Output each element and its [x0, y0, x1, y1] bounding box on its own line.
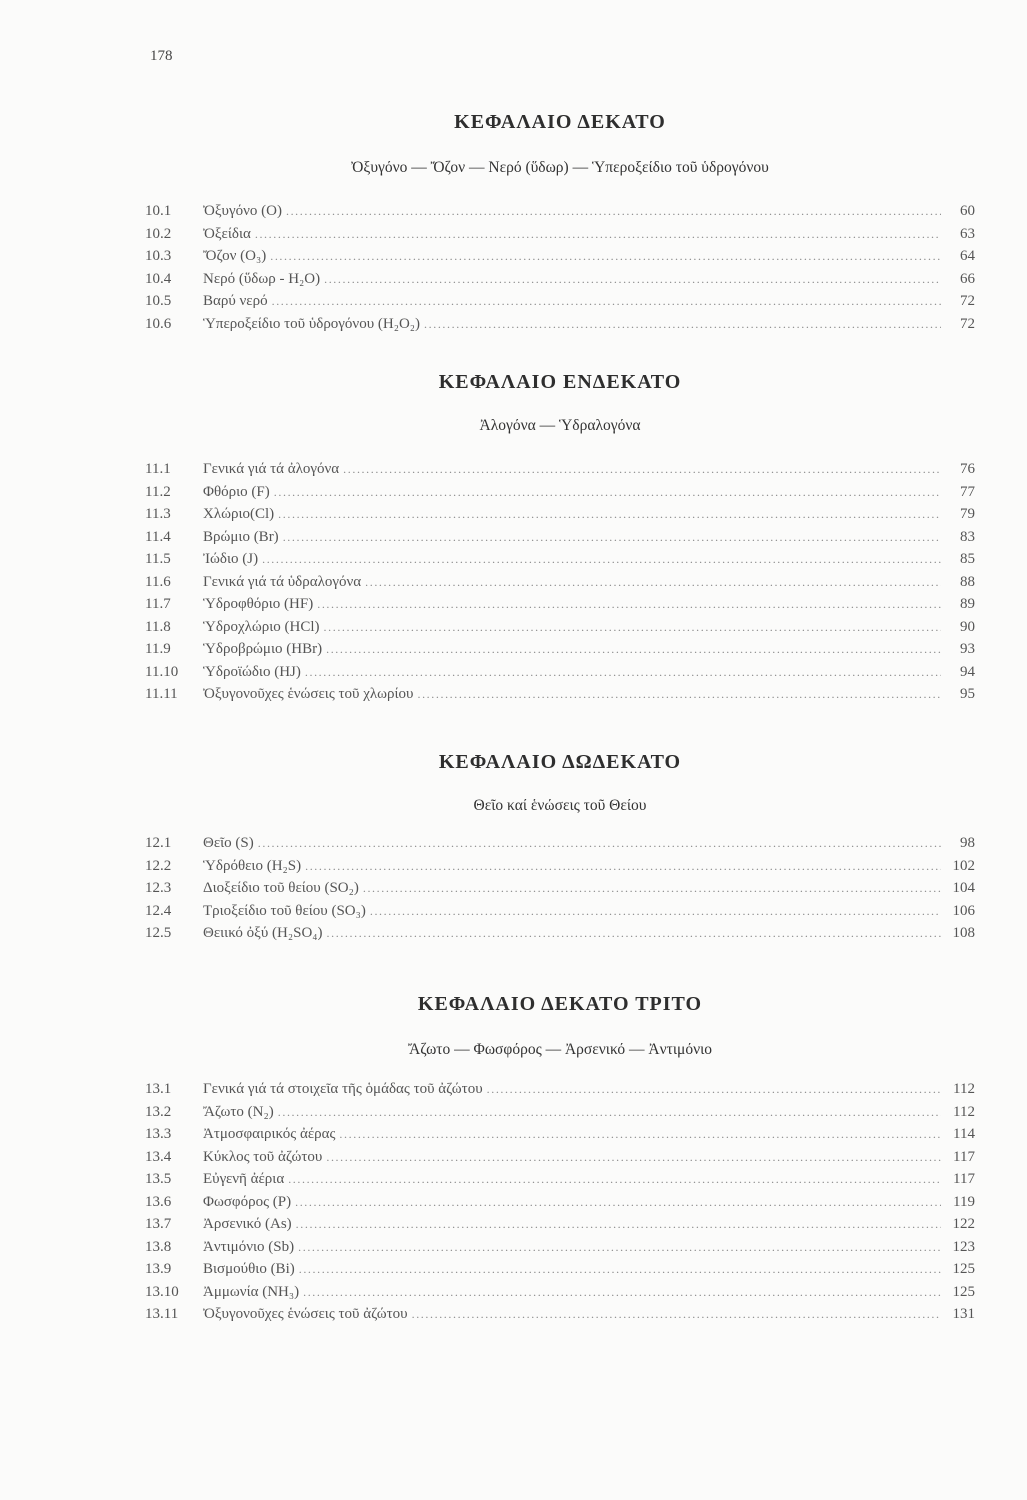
- toc-entry-number: 13.9: [145, 1261, 172, 1277]
- toc-entry-page: 79: [960, 506, 975, 522]
- toc-entry-page: 72: [960, 315, 975, 332]
- dot-leader: [412, 1303, 941, 1326]
- dot-leader: [278, 1101, 941, 1124]
- toc-entry[interactable]: [145, 1191, 975, 1214]
- toc-entry[interactable]: [145, 1146, 975, 1169]
- toc-entry-title: Ἀντιμόνιο (Sb): [203, 1238, 295, 1255]
- toc-entry-page: 108: [952, 925, 975, 941]
- toc-entry[interactable]: [145, 855, 975, 878]
- toc-entry-page: 117: [953, 1148, 975, 1165]
- toc-entry[interactable]: [145, 200, 975, 223]
- toc-entry-page: 125: [952, 1283, 975, 1300]
- toc-entry-number: 13.8: [145, 1238, 172, 1255]
- toc-entry[interactable]: [145, 245, 975, 268]
- toc-entry[interactable]: [145, 571, 975, 594]
- toc-entry-number: 12.3: [145, 880, 172, 896]
- chapter-title: ΚΕΦΑΛΑΙΟ ΔΩΔΕΚΑΤΟ: [438, 751, 682, 773]
- toc-entry-page: 93: [960, 641, 975, 657]
- chapter-subtitle: Ἀλογόνα — Ὑδραλογόνα: [479, 417, 641, 434]
- toc-entry-title: Ὑπεροξείδιο τοῦ ὑδρογόνου (Η₂Ο₂): [203, 315, 421, 332]
- toc-entry-title: Γενικά γιά τά στοιχεῖα τῆς ὁμάδας τοῦ ἀζώτου: [203, 1081, 483, 1097]
- dot-leader: [339, 1123, 941, 1146]
- toc-entry-number: 13.5: [145, 1171, 172, 1187]
- dot-leader: [283, 526, 941, 549]
- toc-entry-page: 114: [953, 1126, 975, 1142]
- toc-entry[interactable]: [145, 503, 975, 526]
- chapter-title: ΚΕΦΑΛΑΙΟ ΔΕΚΑΤΟ: [454, 111, 666, 133]
- toc-list: [145, 1078, 975, 1326]
- toc-entry[interactable]: [145, 1281, 975, 1304]
- toc-entry-title: Ἰώδιο (J): [203, 551, 259, 567]
- toc-entry-number: 10.2: [145, 225, 172, 242]
- toc-entry-page: 63: [960, 225, 975, 242]
- toc-entry-title: Ὑδροφθόριο (HF): [203, 596, 314, 612]
- toc-entry-page: 88: [960, 573, 975, 590]
- toc-entry-number: 10.6: [145, 315, 172, 332]
- dot-leader: [365, 571, 941, 594]
- dot-leader: [274, 481, 941, 504]
- toc-entry[interactable]: [145, 832, 975, 855]
- toc-entry-number: 12.5: [145, 925, 172, 941]
- toc-entry[interactable]: [145, 593, 975, 616]
- toc-entry-page: 76: [960, 461, 975, 477]
- dot-leader: [324, 616, 941, 639]
- toc-entry-page: 83: [960, 528, 975, 545]
- toc-entry-title: Ὑδροχλώριο (HCl): [203, 618, 320, 635]
- toc-entry-number: 11.5: [145, 551, 171, 567]
- toc-entry[interactable]: [145, 268, 975, 291]
- toc-entry[interactable]: [145, 1303, 975, 1326]
- toc-entry-page: 104: [952, 880, 975, 896]
- toc-entry-title: Εὐγενῆ ἀέρια: [203, 1171, 285, 1187]
- page-number: 178: [150, 48, 173, 64]
- toc-entry-number: 13.3: [145, 1126, 172, 1142]
- toc-entry-title: Ὀξείδια: [203, 225, 251, 242]
- chapter-subtitle: Θεῖο καί ἑνώσεις τοῦ Θείου: [473, 797, 647, 814]
- toc-entry-page: 77: [960, 483, 975, 500]
- toc-entry-title: Ὀξυγόνο (Ο): [203, 203, 282, 219]
- toc-entry-page: 95: [960, 686, 975, 702]
- toc-entry-number: 12.2: [145, 857, 172, 874]
- toc-entry-page: 131: [952, 1306, 975, 1322]
- toc-entry-page: 125: [952, 1261, 975, 1277]
- toc-entry-title: Φωσφόρος (P): [203, 1193, 292, 1210]
- toc-list: [145, 200, 975, 335]
- toc-entry-number: 13.1: [145, 1081, 172, 1097]
- toc-entry-title: Γενικά γιά τά ἀλογόνα: [203, 461, 340, 477]
- toc-entry[interactable]: [145, 548, 975, 571]
- toc-entry-number: 13.2: [145, 1103, 172, 1120]
- dot-leader: [487, 1078, 941, 1101]
- toc-entry-number: 10.4: [145, 270, 172, 287]
- chapter-section: [145, 108, 975, 335]
- toc-entry-page: 102: [952, 857, 975, 874]
- toc-entry[interactable]: [145, 1168, 975, 1191]
- dot-leader: [270, 245, 941, 268]
- dot-leader: [272, 290, 941, 313]
- toc-entry-number: 11.7: [145, 596, 171, 612]
- dot-leader: [417, 683, 941, 706]
- dot-leader: [258, 832, 941, 855]
- dot-leader: [286, 200, 941, 223]
- toc-entry-page: 98: [960, 835, 975, 851]
- toc-entry-number: 13.7: [145, 1216, 172, 1232]
- toc-entry-title: Ἀτμοσφαιρικός ἀέρας: [203, 1126, 336, 1142]
- chapter-section: [145, 748, 975, 945]
- toc-entry-page: 122: [952, 1216, 975, 1232]
- toc-entry-title: Ἄζωτο (N₂): [203, 1103, 274, 1120]
- toc-entry[interactable]: [145, 290, 975, 313]
- toc-entry-title: Ὑδροβρώμιο (HBr): [203, 641, 323, 657]
- toc-entry[interactable]: [145, 313, 975, 336]
- toc-entry-title: Ἀμμωνία (NH₃): [203, 1283, 300, 1300]
- toc-entry[interactable]: [145, 661, 975, 684]
- toc-entry-page: 112: [953, 1081, 975, 1097]
- toc-entry-page: 112: [953, 1103, 975, 1120]
- toc-entry[interactable]: [145, 1236, 975, 1259]
- toc-entry-page: 89: [960, 596, 975, 612]
- dot-leader: [298, 1236, 941, 1259]
- toc-entry[interactable]: [145, 526, 975, 549]
- dot-leader: [324, 268, 941, 291]
- dot-leader: [278, 503, 941, 526]
- toc-entry-page: 94: [960, 663, 975, 680]
- toc-entry-page: 90: [960, 618, 975, 635]
- dot-leader: [326, 1146, 941, 1169]
- toc-entry-title: Νερό (ὕδωρ - Η₂Ο): [203, 270, 321, 287]
- toc-entry-page: 60: [960, 203, 975, 219]
- toc-entry-number: 13.6: [145, 1193, 172, 1210]
- toc-entry-page: 119: [953, 1193, 975, 1210]
- toc-entry-number: 12.4: [145, 902, 172, 919]
- dot-leader: [343, 458, 941, 481]
- dot-leader: [305, 661, 941, 684]
- chapter-title: ΚΕΦΑΛΑΙΟ ΔΕΚΑΤΟ ΤΡΙΤΟ: [417, 993, 703, 1015]
- toc-entry-number: 11.9: [145, 641, 171, 657]
- toc-list: [145, 458, 975, 706]
- dot-leader: [363, 877, 941, 900]
- toc-entry-page: 123: [952, 1238, 975, 1255]
- toc-entry-number: 10.3: [145, 248, 172, 264]
- toc-entry[interactable]: [145, 1258, 975, 1281]
- dot-leader: [255, 223, 941, 246]
- dot-leader: [370, 900, 941, 923]
- toc-entry-number: 10.5: [145, 293, 172, 309]
- toc-entry-title: Ὀξυγονοῦχες ἑνώσεις τοῦ ἀζώτου: [203, 1306, 408, 1322]
- toc-entry[interactable]: [145, 1213, 975, 1236]
- toc-entry-number: 10.1: [145, 203, 172, 219]
- toc-entry-title: Θειικό ὀξύ (H₂SO₄): [203, 925, 323, 941]
- toc-entry-title: Ὄζον (Ο₃): [203, 248, 267, 264]
- toc-entry-title: Βισμούθιο (Bi): [203, 1261, 295, 1277]
- toc-entry-title: Βρώμιο (Br): [203, 528, 279, 545]
- dot-leader: [327, 922, 941, 945]
- toc-entry[interactable]: [145, 1123, 975, 1146]
- toc-entry-number: 13.4: [145, 1148, 172, 1165]
- toc-entry-number: 11.4: [145, 528, 171, 545]
- dot-leader: [288, 1168, 941, 1191]
- toc-entry-page: 106: [952, 902, 975, 919]
- toc-entry-page: 117: [953, 1171, 975, 1187]
- toc-entry-title: Τριοξείδιο τοῦ θείου (SO₃): [203, 902, 366, 919]
- toc-entry-title: Γενικά γιά τά ὑδραλογόνα: [203, 573, 362, 590]
- toc-entry-title: Φθόριο (F): [203, 483, 270, 500]
- dot-leader: [326, 638, 941, 661]
- toc-entry-title: Ὀξυγονοῦχες ἑνώσεις τοῦ χλωρίου: [203, 686, 414, 702]
- dot-leader: [296, 1213, 941, 1236]
- toc-entry[interactable]: [145, 1101, 975, 1124]
- toc-entry[interactable]: [145, 481, 975, 504]
- toc-entry-number: 13.10: [145, 1283, 179, 1300]
- toc-entry-number: 11.11: [145, 686, 178, 702]
- dot-leader: [424, 313, 941, 336]
- toc-entry-title: Βαρύ νερό: [203, 293, 268, 309]
- toc-entry-number: 13.11: [145, 1306, 179, 1322]
- dot-leader: [299, 1258, 941, 1281]
- chapter-title: ΚΕΦΑΛΑΙΟ ΕΝΔΕΚΑΤΟ: [438, 371, 682, 393]
- chapter-section: [145, 990, 975, 1326]
- dot-leader: [303, 1281, 941, 1304]
- toc-entry-number: 11.10: [145, 663, 179, 680]
- toc-entry-title: Ὑδροϊώδιο (HJ): [203, 663, 301, 680]
- chapter-section: [145, 368, 975, 706]
- dot-leader: [295, 1191, 941, 1214]
- toc-entry-number: 11.6: [145, 573, 171, 590]
- dot-leader: [262, 548, 941, 571]
- toc-entry-number: 11.2: [145, 483, 171, 500]
- toc-entry-title: Ἀρσενικό (As): [203, 1216, 292, 1232]
- toc-entry-title: Χλώριο(Cl): [203, 506, 275, 522]
- toc-entry-number: 11.1: [145, 461, 171, 477]
- chapter-subtitle: Ἄζωτο — Φωσφόρος — Ἀρσενικό — Ἀντιμόνιο: [407, 1041, 713, 1058]
- toc-entry-page: 85: [960, 551, 975, 567]
- toc-entry-title: Ὑδρόθειο (H₂S): [203, 857, 302, 874]
- toc-entry-page: 72: [960, 293, 975, 309]
- toc-entry[interactable]: [145, 638, 975, 661]
- toc-entry[interactable]: [145, 877, 975, 900]
- toc-list: [145, 832, 975, 945]
- toc-entry[interactable]: [145, 223, 975, 246]
- toc-entry[interactable]: [145, 922, 975, 945]
- toc-entry-number: 11.8: [145, 618, 171, 635]
- toc-entry-page: 66: [960, 270, 975, 287]
- toc-entry[interactable]: [145, 458, 975, 481]
- toc-entry-title: Θεῖο (S): [203, 835, 254, 851]
- dot-leader: [305, 855, 941, 878]
- toc-entry[interactable]: [145, 616, 975, 639]
- toc-entry-title: Κύκλος τοῦ ἀζώτου: [203, 1148, 323, 1165]
- toc-entry[interactable]: [145, 900, 975, 923]
- toc-entry-title: Διοξείδιο τοῦ θείου (SO₂): [203, 880, 359, 896]
- dot-leader: [317, 593, 941, 616]
- toc-entry[interactable]: [145, 1078, 975, 1101]
- chapter-subtitle: Ὀξυγόνο — Ὄζον — Νερό (ὕδωρ) — Ὑπεροξείδιο τοῦ ὑδρογόνου: [351, 159, 769, 176]
- toc-entry[interactable]: [145, 683, 975, 706]
- toc-entry-number: 12.1: [145, 835, 172, 851]
- toc-entry-page: 64: [960, 248, 975, 264]
- toc-entry-number: 11.3: [145, 506, 171, 522]
